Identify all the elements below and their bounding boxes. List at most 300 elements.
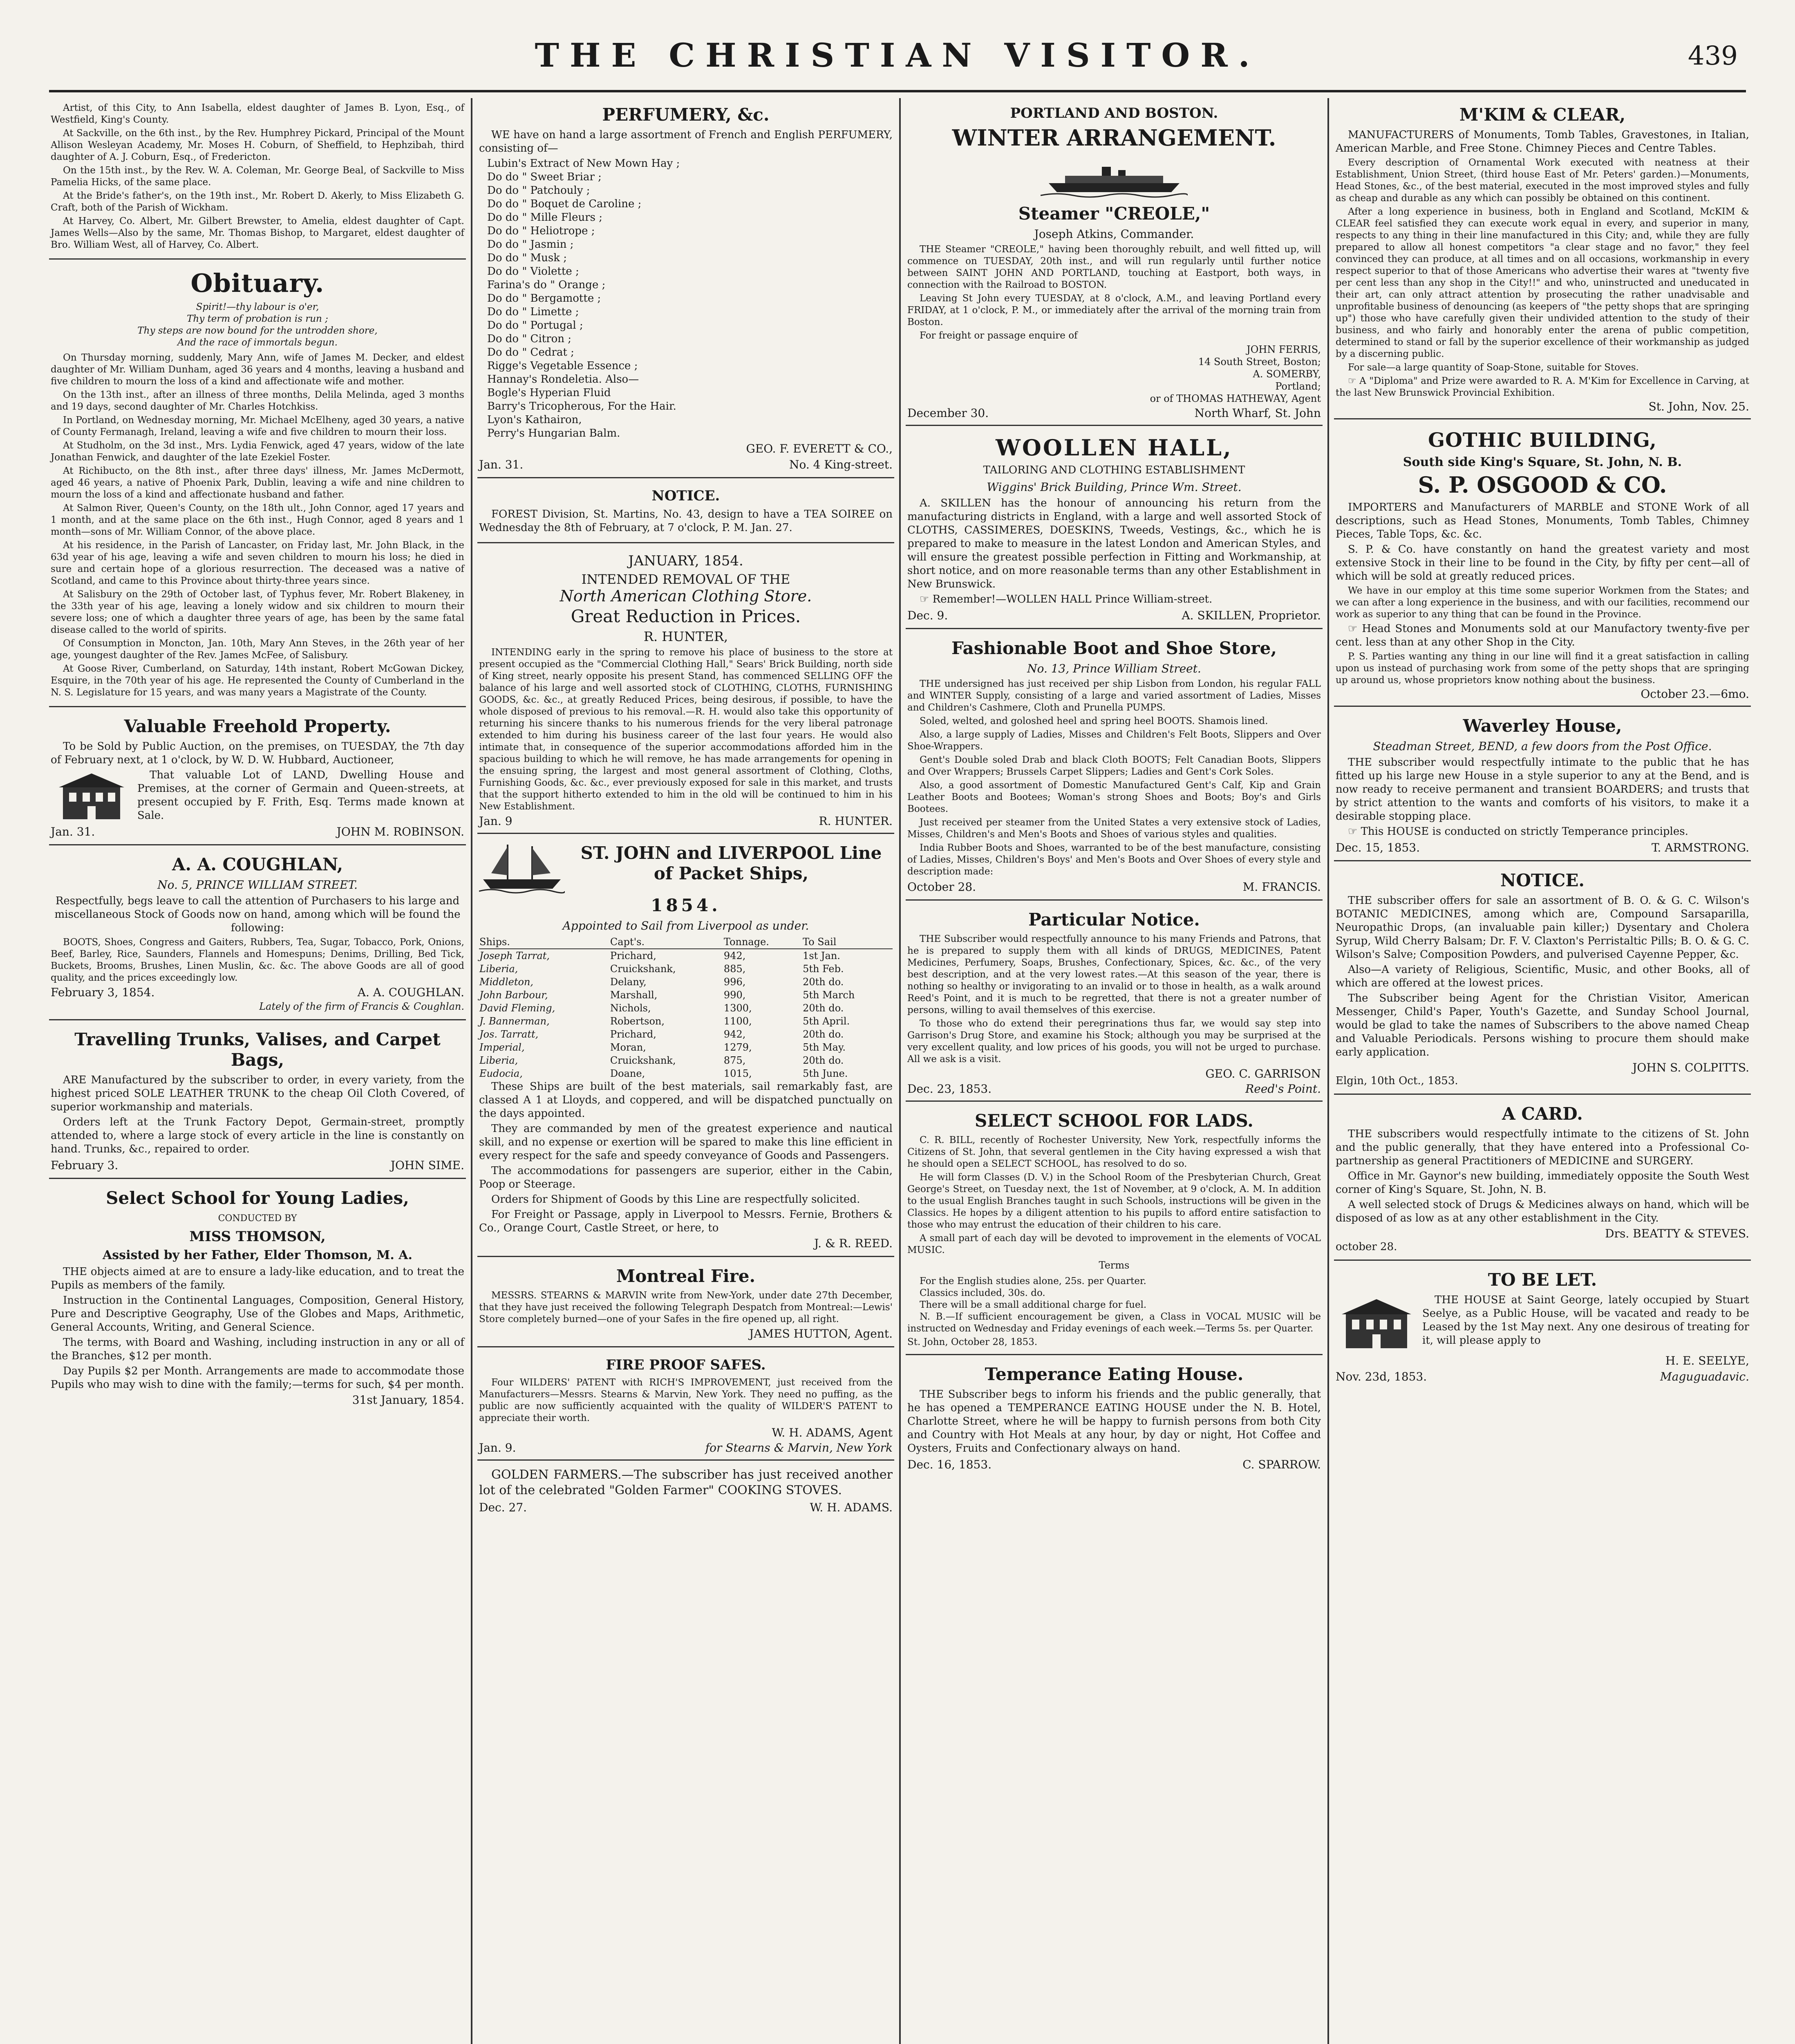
gothic-body: S. P. & Co. have constantly on hand the greatest variety and most extensive Stock in their line to be found in the City, by fifty per cent—all of which will be sold at greatly reduced prices. xyxy=(1336,543,1749,583)
gothic-body: IMPORTERS and Manufacturers of MARBLE and STONE Work of all descriptions, such as Head Stones, Monuments, Tomb Tables, Chimney Pieces, Table Tops, &c. &c. xyxy=(1336,501,1749,540)
table-cell: 20th do. xyxy=(803,1055,844,1066)
lads-body: C. R. BILL, recently of Rochester University, New York, respectfully informs the Citizens of St. John, that several gentlemen in the City having expressed a wish that he should open a SELECT SCHOOL, has resolved to do so. xyxy=(907,1135,1321,1169)
portland-agent: 14 South Street, Boston; xyxy=(1198,356,1321,368)
table-row xyxy=(479,1015,893,1028)
obituary-notice: At Salisbury on the 29th of October last, of Typhus fever, Mr. Robert Blakeney, in the 33th year of his age, leaving a lonely widow and six children to mourn their severe loss; one of which a daughter three years of age, has been by the same fatal disease called to the world of spirits. xyxy=(51,589,464,635)
table-cell: 942, xyxy=(723,950,746,961)
table-cell: Middleton, xyxy=(479,976,534,988)
school-ladies-title: Select School for Young Ladies, xyxy=(106,1188,409,1208)
boot-name: M. FRANCIS. xyxy=(1242,880,1321,894)
coughlan-name: A. A. COUGHLAN. xyxy=(357,986,464,999)
liverpool-body: These Ships are built of the best materials, sail remarkably fast, are classed A 1 at Lloyds, and coppered, and will be dispatched punctually on the days appointed. xyxy=(479,1080,893,1120)
liverpool-body: The accommodations for passengers are superior, either in the Cabin, Poop or Steerage. xyxy=(479,1165,893,1190)
portland-body: THE Steamer "CREOLE," having been thoroughly rebuilt, and well fitted up, will commence on TUESDAY, 20th inst., and will run regularly until further notice between SAINT JOHN AND PORTLAND, touching at Eastport, both ways, in connection with the Railroad to BOSTON. xyxy=(907,244,1321,290)
table-cell: 875, xyxy=(723,1055,746,1066)
boot-ad xyxy=(906,632,1323,901)
marriage-notice: On the 15th inst., by the Rev. W. A. Coleman, Mr. George Beal, of Sackville to Miss Pamelia Hicks, of the same place. xyxy=(51,165,464,188)
lads-term: Classics included, 30s. do. xyxy=(920,1288,1045,1298)
boot-body: India Rubber Boots and Shoes, warranted to be of the best manufacture, consisting of Ladies, Misses, Children's Boys' and Men's Boots and Over Shoes of every style and description made: xyxy=(907,843,1321,877)
table-cell: John Barbour, xyxy=(479,989,548,1001)
woollen-signature xyxy=(907,609,1321,622)
school-ladies-body: THE objects aimed at are to ensure a lady-like education, and to treat the Pupils as members of the family. xyxy=(51,1266,464,1291)
temperance-name: C. SPARROW. xyxy=(1242,1458,1321,1471)
particular-signature xyxy=(907,1083,1321,1095)
card-name: Drs. BEATTY & STEVES. xyxy=(1605,1227,1749,1240)
table-row xyxy=(479,1002,893,1015)
notice2-title: NOTICE. xyxy=(1500,870,1585,890)
notice2-body: THE subscriber offers for sale an assortment of B. O. & G. C. Wilson's BOTANIC MEDICINES, among which are, Compound Sarsaparilla, Neuropathic Drops, (an invaluable pain killer;) Dysentary and Cholera Syrup, Wild Cherry Balsam; Dr. F. V. Claxton's Perristaltic Pills; B. O. & G. C. Wilson's Salve; Composition Powders, and pulverised Cayenne Pepper, &c. xyxy=(1336,894,1749,961)
perfumery-date: Jan. 31. xyxy=(479,458,524,471)
perfumery-item: Lyon's Kathairon, xyxy=(487,414,582,426)
temperance-date: Dec. 16, 1853. xyxy=(907,1458,992,1471)
perfumery-item: Bogle's Hyperian Fluid xyxy=(487,387,611,399)
table-cell: Jos. Tarratt, xyxy=(479,1029,539,1040)
gothic-firm: S. P. OSGOOD & CO. xyxy=(1418,472,1667,498)
perfumery-item: Do do " Heliotrope ; xyxy=(487,225,595,237)
perfumery-item: Barry's Tricopherous, For the Hair. xyxy=(487,400,676,412)
boot-body: Just received per steamer from the United States a very extensive stock of Ladies, Misses, Children's and Men's Boots and Shoes of various styles and qualities. xyxy=(907,817,1321,840)
let-body: THE HOUSE at Saint George, lately occupied by Stuart Seelye, as a Public House, will be vacated and ready to be Leased by the 1st May next. Any one desirous of treating for it, will please apply to xyxy=(1422,1294,1749,1347)
card-body: THE subscribers would respectfully intimate to the citizens of St. John and the public generally, that they have entered into a Professional Co-partnership as general Practitioners of MEDICINE and SURGERY. xyxy=(1336,1128,1749,1167)
perfumery-item: Do do " Limette ; xyxy=(487,306,579,318)
pointing-hand-icon: ☞ xyxy=(1348,825,1361,838)
clothing-name: R. HUNTER, xyxy=(643,629,728,644)
column-4 xyxy=(1334,98,1751,2044)
table-row xyxy=(479,1067,893,1080)
coughlan-address: No. 5, PRINCE WILLIAM STREET. xyxy=(157,878,358,892)
particular-name: GEO. C. GARRISON xyxy=(1205,1067,1321,1080)
pointing-hand-icon: ☞ xyxy=(1348,623,1362,635)
table-cell: Joseph Tarrat, xyxy=(479,950,550,961)
boot-body: THE undersigned has just received per ship Lisbon from London, his regular FALL and WINTER Supply, consisting of a large and varied assortment of Ladies, Misses and Children's Cashmere, Cloth and Prunella PUMPS. xyxy=(907,679,1321,713)
column-2 xyxy=(477,98,894,2044)
card-ad xyxy=(1334,1097,1751,1261)
trunks-ad xyxy=(49,1023,466,1179)
perfumery-item: Do do " Citron ; xyxy=(487,333,572,345)
montreal-name: JAMES HUTTON, Agent. xyxy=(749,1327,893,1340)
waverley-title: Waverley House, xyxy=(1463,716,1622,736)
notice-body: FOREST Division, St. Martins, No. 43, design to have a TEA SOIREE on Wednesday the 8th of February, at 7 o'clock, P. M. Jan. 27. xyxy=(479,508,893,534)
coughlan-note: Lately of the firm of Francis & Coughlan. xyxy=(259,1001,464,1012)
montreal-body: MESSRS. STEARNS & MARVIN write from New-York, under date 27th December, that they have just received the following Telegraph Despatch from Montreal:—Lewis' Store completely burned—one of your Safes in the fire opened up, all right. xyxy=(479,1290,893,1325)
lads-term: There will be a small additional charge for fuel. xyxy=(920,1300,1147,1310)
portland-address: North Wharf, St. John xyxy=(1194,406,1321,420)
masthead xyxy=(49,29,1746,92)
table-cell: Cruickshank, xyxy=(610,963,676,975)
obituary-notice: At Salmon River, Queen's County, on the 18th ult., John Connor, aged 17 years and 1 month, and at the same place on the 6th inst., Hugh Connor, aged 8 years and 1 month—sons of Mr. William Connor, of the above place. xyxy=(51,503,464,537)
perfumery-list xyxy=(479,157,893,440)
perfumery-firm: GEO. F. EVERETT & CO., xyxy=(746,442,893,455)
freehold-body: That valuable Lot of LAND, Dwelling House and Premises, at the corner of Germain and Queen-streets, at present occupied by F. Frith, Esq. Terms made known at Sale. xyxy=(137,769,464,822)
mckim-prize: A "Diploma" and Prize were awarded to R. A. M'Kim for Excellence in Carving, at the last New Brunswick Provincial Exhibition. xyxy=(1336,376,1749,398)
clothing-reduction: Great Reduction in Prices. xyxy=(571,606,801,626)
table-cell: 1300, xyxy=(723,1002,752,1014)
lads-date: St. John, October 28, 1853. xyxy=(907,1337,1038,1347)
table-cell: 1100, xyxy=(723,1015,752,1027)
mckim-body xyxy=(1336,375,1749,399)
mckim-title: M'KIM & CLEAR, xyxy=(1459,105,1626,125)
marriage-notice: At the Bride's father's, on the 19th inst., Mr. Robert D. Akerly, to Miss Elizabeth G. Craft, both of the Parish of Wickham. xyxy=(51,191,464,213)
table-cell: 20th do. xyxy=(803,976,844,988)
table-cell: 5th March xyxy=(803,989,855,1001)
column-rule xyxy=(471,98,472,2044)
golden-ad xyxy=(477,1463,894,1520)
school-ladies-body: The terms, with Board and Washing, including instruction in any or all of the Branches, $12 per month. xyxy=(51,1336,464,1362)
table-cell: Liberia, xyxy=(479,963,518,975)
school-ladies-date: 31st January, 1854. xyxy=(352,1393,464,1407)
table-header: Tonnage. xyxy=(723,935,802,949)
portland-body: For freight or passage enquire of xyxy=(920,330,1078,341)
waverley-body xyxy=(1336,825,1749,838)
coughlan-title: A. A. COUGHLAN, xyxy=(172,854,343,874)
freehold-name: JOHN M. ROBINSON. xyxy=(336,825,464,838)
table-cell: Robertson, xyxy=(610,1015,665,1027)
boot-body: Also, a good assortment of Domestic Manufactured Gent's Calf, Kip and Grain Leather Boots and Bootees; Woman's strong Shoes and Boots; Boy's and Girls Bootees. xyxy=(907,780,1321,814)
perfumery-item: Do do " Bergamotte ; xyxy=(487,292,601,305)
boot-body: Gent's Double soled Drab and black Cloth BOOTS; Felt Canadian Boots, Slippers and Over Wrappers; Brussels Carpet Slippers; Ladies and Gent's Cork Soles. xyxy=(907,755,1321,777)
montreal-ad xyxy=(477,1260,894,1347)
perfumery-ad xyxy=(477,98,894,478)
woollen-title: WOOLLEN HALL, xyxy=(996,435,1233,461)
table-cell: Nichols, xyxy=(610,1002,651,1014)
table-cell: Prichard, xyxy=(610,1029,656,1040)
marriage-notice: At Harvey, Co. Albert, Mr. Gilbert Brewster, to Amelia, eldest daughter of Capt. James Wells—Also by the same, Mr. Thomas Bishop, to Margaret, eldest daughter of Bro. William West, all of Harvey, Co. Albert. xyxy=(51,216,464,250)
lads-term: For the English studies alone, 25s. per Quarter. xyxy=(920,1276,1146,1286)
safes-body: Four WILDERS' PATENT with RICH'S IMPROVEMENT, just received from the Manufacturers—Messrs. Stearns & Marvin, New York. They need no puffing, as the public are now sufficiently acquainted with the quality of WILDER'S PATENT to appreciate their worth. xyxy=(479,1377,893,1423)
liverpool-body: They are commanded by men of the greatest experience and nautical skill, and no expense or exertion will be spared to make this line efficient in every respect for the safe and speedy conveyance of Goods and Passengers. xyxy=(479,1123,893,1162)
portland-agent: A. SOMERBY, xyxy=(1253,368,1321,380)
woollen-remember xyxy=(907,593,1321,606)
waverley-signature xyxy=(1336,841,1749,854)
school-ladies-conducted: CONDUCTED BY xyxy=(218,1213,297,1224)
card-date: october 28. xyxy=(1336,1241,1397,1253)
woollen-remember-text: Remember!—WOLLEN HALL Prince William-street. xyxy=(932,593,1213,605)
card-body: A well selected stock of Drugs & Medicines always on hand, which will be disposed of as low as at any other establishment in the City. xyxy=(1336,1199,1749,1224)
house-illustration-icon xyxy=(1336,1295,1417,1352)
trunks-date: February 3. xyxy=(51,1159,119,1172)
golden-signature xyxy=(479,1501,893,1514)
portland-agents xyxy=(907,343,1321,405)
table-row xyxy=(479,962,893,975)
lads-terms: Terms xyxy=(1099,1260,1130,1271)
freehold-intro: To be Sold by Public Auction, on the premises, on TUESDAY, the 7th day of February next, at 1 o'clock, by W. D. W. Hubbard, Auctioneer, xyxy=(51,740,464,766)
trunks-title: Travelling Trunks, Valises, and Carpet Bags, xyxy=(74,1029,441,1070)
lads-terms-list xyxy=(907,1275,1321,1311)
trunks-body: ARE Manufactured by the subscriber to order, in every variety, from the highest priced SOLE LEATHER TRUNK to the cheap Oil Cloth Covered, of superior workmanship and materials. xyxy=(51,1074,464,1113)
perfumery-item: Lubin's Extract of New Mown Hay ; xyxy=(487,157,680,170)
let-place: Maguguadavic. xyxy=(1660,1370,1749,1383)
let-ad xyxy=(1334,1263,1751,1389)
woollen-name: A. SKILLEN, Proprietor. xyxy=(1182,609,1321,622)
notice-title: NOTICE. xyxy=(651,488,720,504)
gothic-body: P. S. Parties wanting any thing in our line will find it a great satisfaction in calling upon us instead of purchasing work from some of the petty shops that are springing up around us, whose proprietors know nothing about the business. xyxy=(1336,651,1749,686)
perfumery-item: Do do " Jasmin ; xyxy=(487,238,574,251)
table-row xyxy=(479,1028,893,1041)
table-header: To Sail xyxy=(802,935,893,949)
table-cell: Prichard, xyxy=(610,950,656,961)
notice2-name: JOHN S. COLPITTS. xyxy=(1632,1061,1749,1074)
obituary-notice: At Studholm, on the 3d inst., Mrs. Lydia Fenwick, aged 47 years, widow of the late Jonathan Fenwick, and daughter of the late Ezekiel Foster. xyxy=(51,440,464,463)
liverpool-body: Orders for Shipment of Goods by this Line are respectfully solicited. xyxy=(491,1193,860,1206)
obituary-notice: At his residence, in the Parish of Lancaster, on Friday last, Mr. John Black, in the 63d year of his age, leaving a wife and seven children to mourn his loss; he died in sure and certain hope of a glorious resurrection. The deceased was a native of Scotland, and came to this Province about thirty-three years since. xyxy=(51,540,464,586)
particular-date: Dec. 23, 1853. xyxy=(907,1082,992,1096)
let-date: Nov. 23d, 1853. xyxy=(1336,1370,1427,1383)
freehold-signature xyxy=(51,825,464,838)
table-cell: 1279, xyxy=(723,1042,752,1053)
obituary-notice: At Richibucto, on the 8th inst., after three days' illness, Mr. James McDermott, aged 46 years, a native of Phoenix Park, Dublin, leaving a wife and nine children to mourn the loss of a kind and affectionate husband and father. xyxy=(51,466,464,500)
boot-body: Also, a large supply of Ladies, Misses and Children's Felt Boots, Slippers and Over Shoe-Wrappers. xyxy=(907,729,1321,752)
perfumery-item: Do do " Violette ; xyxy=(487,265,579,278)
boot-signature xyxy=(907,880,1321,894)
obituary-notice: On the 13th inst., after an illness of three months, Delila Melinda, aged 3 months and 19 days, second daughter of Mr. Charles Hotchkiss. xyxy=(51,390,464,412)
woollen-ad xyxy=(906,428,1323,629)
portland-body: Leaving St John every TUESDAY, at 8 o'clock, A.M., and leaving Portland every FRIDAY, at 1 o'clock, P. M., or immediately after the arrival of the morning train from Boston. xyxy=(907,293,1321,327)
perfumery-item: Hannay's Rondeletia. Also— xyxy=(487,373,639,385)
waverley-temperance: This HOUSE is conducted on strictly Temperance principles. xyxy=(1361,825,1688,838)
let-signature xyxy=(1336,1370,1749,1383)
liverpool-title: ST. JOHN and LIVERPOOL Line of Packet Ships, xyxy=(580,843,882,883)
lads-ad xyxy=(906,1104,1323,1355)
perfumery-item: Do do " Cedrat ; xyxy=(487,346,574,359)
table-row xyxy=(479,1054,893,1067)
particular-body: To those who do extend their peregrinations thus far, we would say step into Garrison's Drug Store, and examine his Stock; although you may be surprised at the very excellent quality, and low prices of his goods, you will not be urged to purchase. All we ask is a visit. xyxy=(907,1018,1321,1065)
table-cell: Doane, xyxy=(610,1068,645,1079)
golden-date: Dec. 27. xyxy=(479,1501,527,1514)
card-title: A CARD. xyxy=(1502,1104,1583,1124)
table-row xyxy=(479,975,893,988)
table-cell: 996, xyxy=(723,976,746,988)
ship-illustration-icon xyxy=(479,840,565,894)
waverley-date: Dec. 15, 1853. xyxy=(1336,841,1420,854)
portland-title: PORTLAND AND BOSTON. xyxy=(1010,105,1218,121)
woollen-location: Wiggins' Brick Building, Prince Wm. Street. xyxy=(987,480,1242,494)
obituary-title: Obituary. xyxy=(190,268,325,298)
obituary-section xyxy=(49,262,466,707)
let-title: TO BE LET. xyxy=(1488,1270,1597,1290)
newspaper-title: THE CHRISTIAN VISITOR. xyxy=(535,36,1260,74)
poem-line: Thy steps are now bound for the untrodden shore, xyxy=(137,325,378,336)
perfumery-item: Do do " Patchouly ; xyxy=(487,184,590,197)
golden-body: GOLDEN FARMERS.—The subscriber has just received another lot of the celebrated "Golden Farmer" COOKING STOVES. xyxy=(479,1468,893,1497)
column-1 xyxy=(49,98,466,2044)
freehold-title: Valuable Freehold Property. xyxy=(124,716,391,736)
waverley-name: T. ARMSTRONG. xyxy=(1652,841,1749,854)
table-row xyxy=(479,949,893,962)
perfumery-item: Do do " Portugal ; xyxy=(487,319,583,332)
clothing-store-name: North American Clothing Store. xyxy=(560,587,812,605)
table-cell: Imperial, xyxy=(479,1042,525,1053)
golden-name: W. H. ADAMS. xyxy=(810,1501,893,1514)
coughlan-signature xyxy=(51,986,464,998)
portland-date: December 30. xyxy=(907,406,989,420)
liverpool-firm: J. & R. REED. xyxy=(814,1237,893,1250)
lads-body: He will form Classes (D. V.) in the School Room of the Presbyterian Church, Great George's Street, on Tuesday next, the 1st of November, at 9 o'clock, A. M. In addition to the usual English Branches taught in such Schools, instructions will be given in the Classics. He hopes by a diligent attention to his pupils to afford entire satisfaction to those who may entrust the education of their children to his care. xyxy=(907,1172,1321,1230)
portland-title2: WINTER ARRANGEMENT. xyxy=(952,125,1276,151)
particular-ad xyxy=(906,903,1323,1102)
table-cell: 1st Jan. xyxy=(803,950,840,961)
mckim-ad xyxy=(1334,98,1751,419)
safes-signature xyxy=(479,1442,893,1454)
portland-agent: Portland; xyxy=(1275,381,1321,392)
notice2-body: Also—A variety of Religious, Scientific, Music, and other Books, all of which are offered at the lowest prices. xyxy=(1336,964,1749,989)
liverpool-ad xyxy=(477,836,894,1257)
clothing-signature-name: R. HUNTER. xyxy=(819,814,893,828)
poem-line: And the race of immortals begun. xyxy=(177,337,338,348)
obituary-notice: At Goose River, Cumberland, on Saturday, 14th instant, Robert McGowan Dickey, Esquire, in the 70th year of his age. He represented the County of Cumberland in the N. S. Legislature for 15 years, and was many years a Magistrate of the County. xyxy=(51,663,464,698)
table-cell: Cruickshank, xyxy=(610,1055,676,1066)
gothic-address: South side King's Square, St. John, N. B. xyxy=(1403,455,1682,469)
perfumery-address: No. 4 King-street. xyxy=(789,458,893,471)
let-name: H. E. SEELYE, xyxy=(1665,1354,1749,1367)
waverley-ad xyxy=(1334,709,1751,861)
marriage-notice: Artist, of this City, to Ann Isabella, eldest daughter of James B. Lyon, Esq., of Westfield, King's County. xyxy=(51,103,464,125)
clothing-body: INTENDING early in the spring to remove his place of business to the store at present occupied as the "Commercial Clothing Hall," Sears' Brick Building, north side of King street, nearly opposite his present Stand, has commenced SELLING OFF the balance of his large and well assorted stock of CLOTHING, CLOTHS, FURNISHING GOODS, &c. &c., at greatly Reduced Prices, being desirous, if possible, to have the whole disposed of previous to his removal.—R. H. would also take this opportunity of returning his sincere thanks to his numerous friends for the very liberal patronage extended to him during his business career of the last four years. He would also intimate that, in consequence of the superior accommodations afforded him in the spacious building to which he will remove, he has made arrangements for opening in the ensuing spring, the largest and most general assortment of Clothing, Cloths, Furnishing Goods, &c. &c., ever previously exposed for sale in this market, and trusts that the support hitherto extended to him in the old will be continued to him in his New Establishment. xyxy=(479,647,893,812)
table-cell: 20th do. xyxy=(803,1029,844,1040)
temperance-signature xyxy=(907,1458,1321,1471)
lads-title: SELECT SCHOOL FOR LADS. xyxy=(975,1111,1253,1131)
table-cell: 20th do. xyxy=(803,1002,844,1014)
boot-address: No. 13, Prince William Street. xyxy=(1027,662,1201,675)
coughlan-body: BOOTS, Shoes, Congress and Gaiters, Rubbers, Tea, Sugar, Tobacco, Pork, Onions, Beef, Barley, Rice, Saunders, Flannels and Homespuns; Denims, Drilling, Bed Tick, Buckets, Brooms, Brushes, Linen Muslin, &c. &c. The above Goods are all of good quality, and the prices exceedingly low. xyxy=(51,937,464,983)
table-row xyxy=(479,1041,893,1054)
gothic-title: GOTHIC BUILDING, xyxy=(1428,429,1657,452)
column-3 xyxy=(906,98,1323,2044)
particular-title: Particular Notice. xyxy=(1028,910,1200,930)
particular-address: Reed's Point. xyxy=(1245,1082,1321,1096)
lads-body: A small part of each day will be devoted to improvement in the elements of VOCAL MUSIC. xyxy=(907,1233,1321,1255)
table-cell: Marshall, xyxy=(610,989,658,1001)
table-cell: Eudocia, xyxy=(479,1068,523,1079)
school-ladies-body: Day Pupils $2 per Month. Arrangements are made to accommodate those Pupils who may wish to dine with the family;—terms for such, $4 per month. xyxy=(51,1365,464,1391)
safes-title: FIRE PROOF SAFES. xyxy=(606,1357,766,1373)
notice2-ad xyxy=(1334,864,1751,1095)
card-body: Office in Mr. Gaynor's new building, immediately opposite the South West corner of King's Square, St. John, N. B. xyxy=(1336,1170,1749,1196)
notice2-body: The Subscriber being Agent for the Christian Visitor, American Messenger, Child's Paper, Youth's Gazette, and Sunday School Journal, would be glad to take the names of Subscribers to the above named Cheap and Valuable Periodicals. Persons wishing to procure them should make early application. xyxy=(1336,992,1749,1058)
coughlan-intro: Respectfully, begs leave to call the attention of Purchasers to his large and miscellaneous Stock of Goods now on hand, among which will be found the following: xyxy=(54,895,461,934)
particular-body: THE Subscriber would respectfully announce to his many Friends and Patrons, that he is prepared to supply them with all kinds of DRUGS, MEDICINES, Patent Medicines, Perfumery, Soaps, Brushes, Confectionary, Spices, &c. &c., of the very best description, and at the very lowest rates.—At this season of the year, there is nothing so healthy or invigorating to an invalid or to those in health, as a walk around Reed's Point, and it is much to be regretted, that there is not a greater number of persons, willing to avail themselves of this exercise. xyxy=(907,934,1321,1015)
temperance-title: Temperance Eating House. xyxy=(985,1364,1244,1384)
portland-agent: JOHN FERRIS, xyxy=(1247,344,1321,355)
boot-title: Fashionable Boot and Shoe Store, xyxy=(951,638,1277,658)
table-cell: 1015, xyxy=(723,1068,752,1079)
waverley-body: THE subscriber would respectfully intimate to the public that he has fitted up his large new House in a style superior to any at the Bend, and is now ready to receive permanent and transient BOARDERS; and trusts that by strict attention to the wants and comforts of his visitors, to make it a desirable stopping place. xyxy=(1336,756,1749,823)
liverpool-year: 1854. xyxy=(651,895,721,915)
coughlan-date: February 3, 1854. xyxy=(51,986,155,999)
temperance-ad xyxy=(906,1358,1323,1477)
table-cell: Moran, xyxy=(610,1042,646,1053)
woollen-sub: TAILORING AND CLOTHING ESTABLISHMENT xyxy=(983,464,1245,476)
perfumery-item: Do do " Boquet de Caroline ; xyxy=(487,198,642,210)
perfumery-item: Rigge's Vegetable Essence ; xyxy=(487,360,638,372)
table-cell: David Fleming, xyxy=(479,1002,555,1014)
mckim-body: For sale—a large quantity of Soap-Stone, suitable for Stoves. xyxy=(1348,362,1639,373)
table-cell: Liberia, xyxy=(479,1055,518,1066)
marriage-notice: At Sackville, on the 6th inst., by the Rev. Humphrey Pickard, Principal of the Mount Allison Wesleyan Academy, Mr. Moses H. Coburn, of Sheffield, to Hephzibah, third daughter of A. J. Coburn, Esq., of Fredericton. xyxy=(51,128,464,162)
mckim-date: St. John, Nov. 25. xyxy=(1648,400,1749,413)
table-cell: Delany, xyxy=(610,976,647,988)
boot-body: Soled, welted, and goloshed heel and spring heel BOOTS. Shamois lined. xyxy=(920,716,1268,726)
pointing-hand-icon: ☞ xyxy=(1348,376,1360,386)
woollen-body: A. SKILLEN has the honour of announcing his return from the manufacturing districts in England, with a large and well assorted Stock of CLOTHS, CASSIMERES, DOESKINS, Tweeds, Vestings, &c., which he is prepared to make to measure in the latest London and American Styles, and will ensure the greatest possible perfection in Fitting and Workmanship, at short notice, and on more reasonable terms than any other Establishment in New Brunswick. xyxy=(907,497,1321,590)
perfumery-item: Perry's Hungarian Balm. xyxy=(487,427,620,439)
pointing-hand-icon: ☞ xyxy=(920,593,933,605)
perfumery-item: Farina's do " Orange ; xyxy=(487,279,606,291)
coughlan-ad xyxy=(49,848,466,1020)
table-cell: 5th May. xyxy=(803,1042,846,1053)
freehold-ad xyxy=(49,710,466,845)
safes-note: for Stearns & Marvin, New York xyxy=(705,1441,893,1455)
marriages-section xyxy=(49,98,466,260)
obituary-notice: On Thursday morning, suddenly, Mary Ann, wife of James M. Decker, and eldest daughter of Mr. William Dunham, aged 36 years and 4 months, leaving a husband and five children to mourn the loss of a kind and affectionate wife and mother. xyxy=(51,352,464,387)
perfumery-item: Do do " Mille Fleurs ; xyxy=(487,211,603,224)
perfumery-item: Do do " Musk ; xyxy=(487,252,567,264)
perfumery-item: Do do " Sweet Briar ; xyxy=(487,171,602,183)
notice2-date: Elgin, 10th Oct., 1853. xyxy=(1336,1075,1458,1087)
mckim-body: MANUFACTURERS of Monuments, Tomb Tables, Gravestones, in Italian, American Marble, and Free Stone. Chimney Pieces and Centre Tables. xyxy=(1336,129,1749,155)
portland-agent: or of THOMAS HATHEWAY, Agent xyxy=(1150,393,1321,404)
trunks-name: JOHN SIME. xyxy=(390,1159,464,1172)
table-header: Capt's. xyxy=(610,935,723,949)
perfumery-signature xyxy=(479,458,893,471)
page-number: 439 xyxy=(1688,41,1738,71)
safes-date: Jan. 9. xyxy=(479,1441,516,1455)
safes-ad xyxy=(477,1350,894,1461)
montreal-title: Montreal Fire. xyxy=(616,1266,756,1286)
ship-schedule-table xyxy=(479,935,893,1080)
obituary-poem xyxy=(51,301,464,349)
trunks-signature xyxy=(51,1159,464,1172)
clothing-date: Jan. 9 xyxy=(479,814,513,828)
perfumery-title: PERFUMERY, &c. xyxy=(602,105,770,125)
table-cell: 942, xyxy=(723,1029,746,1040)
perfumery-intro: WE have on hand a large assortment of French and English PERFUMERY, consisting of— xyxy=(479,129,893,155)
waverley-address: Steadman Street, BEND, a few doors from the Post Office. xyxy=(1373,740,1712,753)
clothing-title: INTENDED REMOVAL OF THE xyxy=(581,572,790,587)
table-row xyxy=(479,988,893,1002)
column-rule xyxy=(899,98,901,2044)
clothing-ad xyxy=(477,546,894,834)
gothic-date: October 23.—6mo. xyxy=(1641,687,1749,701)
liverpool-appointed: Appointed to Sail from Liverpool as under. xyxy=(562,919,809,932)
woollen-date: Dec. 9. xyxy=(907,609,948,622)
table-cell: 885, xyxy=(723,963,746,975)
safes-name: W. H. ADAMS, Agent xyxy=(772,1426,893,1439)
portland-commander: Joseph Atkins, Commander. xyxy=(1034,227,1194,241)
clothing-signature xyxy=(479,815,893,827)
obituary-notice: In Portland, on Wednesday morning, Mr. Michael McElheny, aged 30 years, a native of County Fermanagh, Ireland, leaving a wife and five children to mourn their loss. xyxy=(51,415,464,437)
liverpool-body: For Freight or Passage, apply in Liverpool to Messrs. Fernie, Brothers & Co., Orange Court, Castle Street, or here, to xyxy=(479,1208,893,1234)
table-cell: 5th April. xyxy=(803,1015,850,1027)
school-ladies-teacher: MISS THOMSON, xyxy=(189,1228,326,1245)
table-header: Ships. xyxy=(479,935,610,949)
gothic-ad xyxy=(1334,422,1751,707)
gothic-body: We have in our employ at this time some superior Workmen from the States; and we can after a long experience in the business, and with our facilities, recommend our work as superior to any thing that can be found in the Province. xyxy=(1336,585,1749,620)
table-cell: 5th June. xyxy=(803,1068,848,1079)
freehold-date: Jan. 31. xyxy=(51,825,95,838)
steamer-illustration-icon xyxy=(1041,155,1188,199)
mckim-body: Every description of Ornamental Work executed with neatness at their Establishment, Union Street, (third house East of Mr. Peters' garden.)—Monuments, Head Stones, &c., of the best material, executed in the most improved styles and fully as cheap and durable as any which can possibly be obtained on this continent. xyxy=(1336,157,1749,204)
gothic-body xyxy=(1336,622,1749,649)
notice-ad xyxy=(477,481,894,543)
portland-ad xyxy=(906,98,1323,426)
poem-line: Spirit!—thy labour is o'er, xyxy=(196,302,319,312)
trunks-body: Orders left at the Trunk Factory Depot, Germain-street, promptly attended to, where a large stock of every article in the line is constantly on hand. Trunks, &c., repaired to order. xyxy=(51,1116,464,1155)
portland-steamer: Steamer "CREOLE," xyxy=(1018,204,1210,224)
school-ladies-assisted: Assisted by her Father, Elder Thomson, M. A. xyxy=(103,1248,412,1262)
temperance-body: THE Subscriber begs to inform his friends and the public generally, that he has opened a TEMPERANCE EATING HOUSE under the N. B. Hotel, Charlotte Street, where he will be happy to furnish persons from both City and Country with Hot Meals at any hour, by day or night, Hot Coffee and Oysters, Fruits and Confectionary always on hand. xyxy=(907,1388,1321,1455)
obituary-notice: Of Consumption in Moncton, Jan. 10th, Mary Ann Steves, in the 26th year of her age, youngest daughter of the Rev. James McFee, of Salisbury. xyxy=(51,638,464,661)
table-cell: 5th Feb. xyxy=(803,963,844,975)
